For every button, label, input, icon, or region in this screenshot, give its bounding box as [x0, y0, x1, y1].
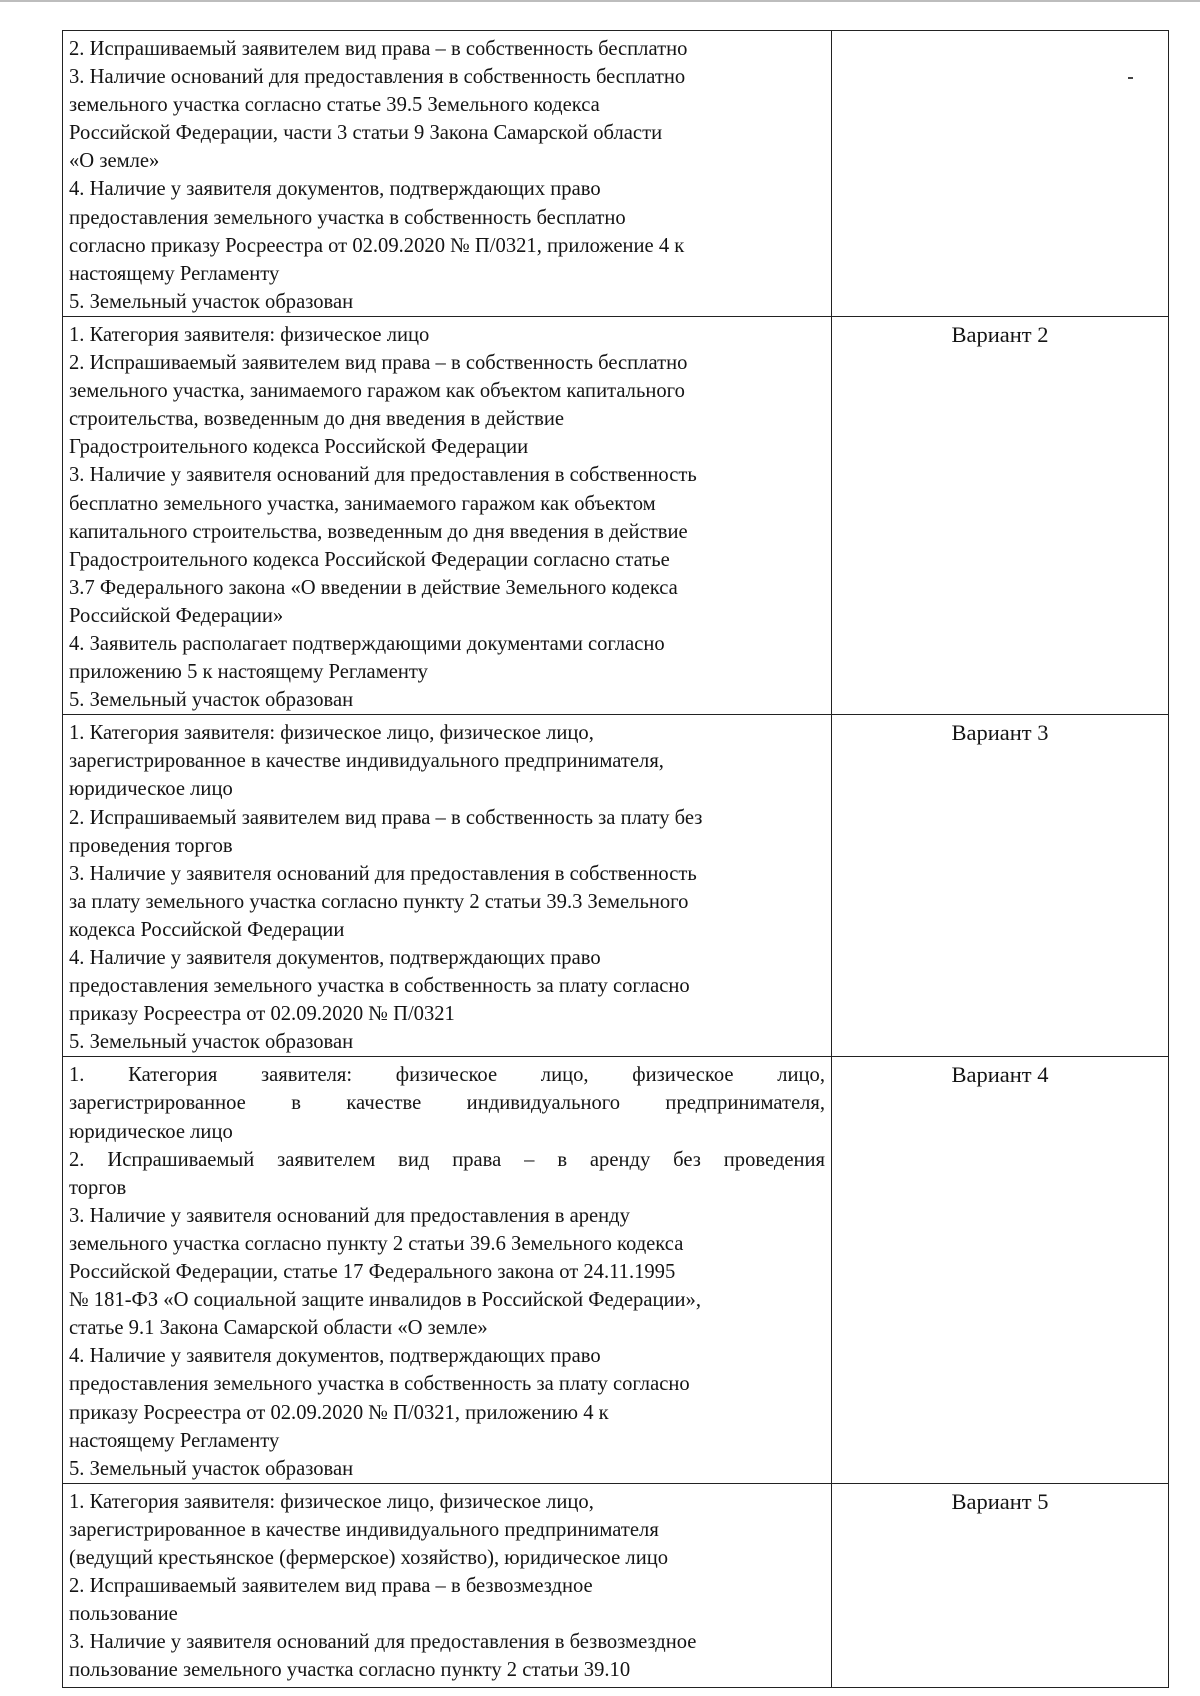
condition-line: № 181-ФЗ «О социальной защите инвалидов в Российской Федерации»,	[69, 1289, 701, 1312]
condition-line: проведения торгов	[69, 834, 233, 857]
condition-line: (ведущий крестьянское (фермерское) хозяйство), юридическое лицо	[69, 1546, 669, 1569]
condition-line: 3. Наличие у заявителя оснований для предоставления в собственность	[69, 464, 697, 487]
variants-table	[62, 30, 1169, 1688]
condition-line: Градостроительного кодекса Российской Федерации согласно статье	[69, 548, 670, 571]
condition-line: Российской Федерации, части 3 статьи 9 Закона Самарской области	[69, 122, 663, 145]
condition-line: пользование	[69, 1603, 178, 1626]
condition-line: 3. Наличие у заявителя оснований для предоставления в безвозмездное	[69, 1631, 697, 1654]
condition-line: юридическое лицо	[69, 1120, 233, 1143]
condition-line: предоставления земельного участка в собственность за плату согласно	[69, 975, 690, 998]
condition-line: торгов	[69, 1176, 127, 1199]
condition-line: 2. Испрашиваемый заявителем вид права – в собственность бесплатно	[69, 352, 688, 375]
variant-cell	[832, 715, 1169, 1057]
conditions-text	[63, 1484, 831, 1685]
condition-line: земельного участка, занимаемого гаражом как объектом капитального	[69, 380, 685, 403]
table-row	[63, 715, 1169, 1057]
condition-line: капитального строительства, возведенным до дня введения в действие	[69, 520, 688, 543]
condition-line: 1. Категория заявителя: физическое лицо	[69, 323, 430, 346]
condition-line: 3. Наличие оснований для предоставления в собственность бесплатно	[69, 66, 686, 89]
condition-line: 5. Земельный участок образован	[69, 1457, 354, 1480]
conditions-cell	[63, 31, 832, 317]
condition-line: статье 9.1 Закона Самарской области «О земле»	[69, 1317, 488, 1340]
table-row	[63, 1057, 1169, 1483]
condition-line: приказу Росреестра от 02.09.2020 № П/0321	[69, 1003, 455, 1026]
variant-label: Вариант 5	[951, 1488, 1049, 1514]
condition-line: зарегистрированное в качестве индивидуального предпринимателя,	[69, 1092, 825, 1115]
condition-line: бесплатно земельного участка, занимаемого гаражом как объектом	[69, 492, 656, 515]
condition-line: предоставления земельного участка в собственность за плату согласно	[69, 1373, 690, 1396]
condition-line: 1. Категория заявителя: физическое лицо, физическое лицо,	[69, 1064, 825, 1087]
variant-cell	[832, 316, 1169, 714]
condition-line: зарегистрированное в качестве индивидуального предпринимателя,	[69, 750, 664, 773]
condition-line: «О земле»	[69, 150, 160, 173]
condition-line: 3.7 Федерального закона «О введении в действие Земельного кодекса	[69, 576, 678, 599]
variant-label	[832, 31, 1168, 35]
conditions-cell	[63, 1057, 832, 1483]
variant-label: Вариант 4	[951, 1062, 1049, 1088]
condition-line: 5. Земельный участок образован	[69, 290, 354, 313]
condition-line: 2. Испрашиваемый заявителем вид права – в безвозмездное	[69, 1575, 593, 1598]
condition-line: 4. Заявитель располагает подтверждающими документами согласно	[69, 632, 665, 655]
condition-line: кодекса Российской Федерации	[69, 918, 345, 941]
variant-cell	[832, 31, 1169, 317]
condition-line: 2. Испрашиваемый заявителем вид права – в собственность бесплатно	[69, 38, 688, 60]
condition-line: 3. Наличие у заявителя оснований для предоставления в аренду	[69, 1204, 630, 1227]
table-row	[63, 1483, 1169, 1687]
condition-line: приказу Росреестра от 02.09.2020 № П/0321, приложению 4 к	[69, 1401, 609, 1424]
condition-line: настоящему Регламенту	[69, 1429, 280, 1452]
condition-line: зарегистрированное в качестве индивидуального предпринимателя	[69, 1518, 659, 1541]
condition-line: 1. Категория заявителя: физическое лицо, физическое лицо,	[69, 1490, 594, 1513]
condition-line: земельного участка согласно пункту 2 статьи 39.6 Земельного кодекса	[69, 1232, 684, 1255]
conditions-text	[63, 715, 831, 1056]
variant-label: Вариант 2	[951, 321, 1049, 347]
condition-line: 2. Испрашиваемый заявителем вид права – в аренду без проведения	[69, 1148, 825, 1171]
conditions-text	[63, 31, 831, 316]
condition-line: приложению 5 к настоящему Регламенту	[69, 661, 428, 684]
variant-cell	[832, 1057, 1169, 1483]
condition-line: строительства, возведенным до дня введения в действие	[69, 408, 565, 431]
condition-line: 5. Земельный участок образован	[69, 1031, 354, 1054]
conditions-cell	[63, 316, 832, 714]
condition-line: Российской Федерации»	[69, 604, 284, 627]
page-top-edge	[0, 0, 1200, 2]
table-row	[63, 31, 1169, 317]
condition-line: Градостроительного кодекса Российской Федерации	[69, 436, 529, 459]
condition-line: за плату земельного участка согласно пункту 2 статьи 39.3 Земельного	[69, 890, 689, 913]
condition-line: 4. Наличие у заявителя документов, подтверждающих право	[69, 178, 601, 201]
condition-line: настоящему Регламенту	[69, 262, 280, 285]
condition-line: 1. Категория заявителя: физическое лицо, физическое лицо,	[69, 722, 594, 745]
condition-line: пользование земельного участка согласно пункту 2 статьи 39.10	[69, 1659, 631, 1682]
scan-speck	[1128, 77, 1133, 79]
condition-line: земельного участка согласно статье 39.5 Земельного кодекса	[69, 94, 600, 117]
conditions-cell	[63, 1483, 832, 1687]
variant-label: Вариант 3	[951, 720, 1049, 746]
condition-line: 5. Земельный участок образован	[69, 689, 354, 712]
condition-line: 2. Испрашиваемый заявителем вид права – в собственность за плату без	[69, 806, 703, 829]
condition-line: предоставления земельного участка в собственность бесплатно	[69, 206, 626, 229]
condition-line: 4. Наличие у заявителя документов, подтверждающих право	[69, 947, 601, 969]
condition-line: согласно приказу Росреестра от 02.09.2020 № П/0321, приложение 4 к	[69, 234, 685, 257]
table-row	[63, 316, 1169, 714]
conditions-text	[63, 317, 831, 714]
condition-line: Российской Федерации, статье 17 Федерального закона от 24.11.1995	[69, 1261, 676, 1284]
variant-cell	[832, 1483, 1169, 1687]
condition-line: юридическое лицо	[69, 778, 233, 801]
condition-line: 3. Наличие у заявителя оснований для предоставления в собственность	[69, 862, 697, 885]
conditions-text	[63, 1057, 831, 1482]
conditions-cell	[63, 715, 832, 1057]
condition-line: 4. Наличие у заявителя документов, подтверждающих право	[69, 1345, 601, 1368]
